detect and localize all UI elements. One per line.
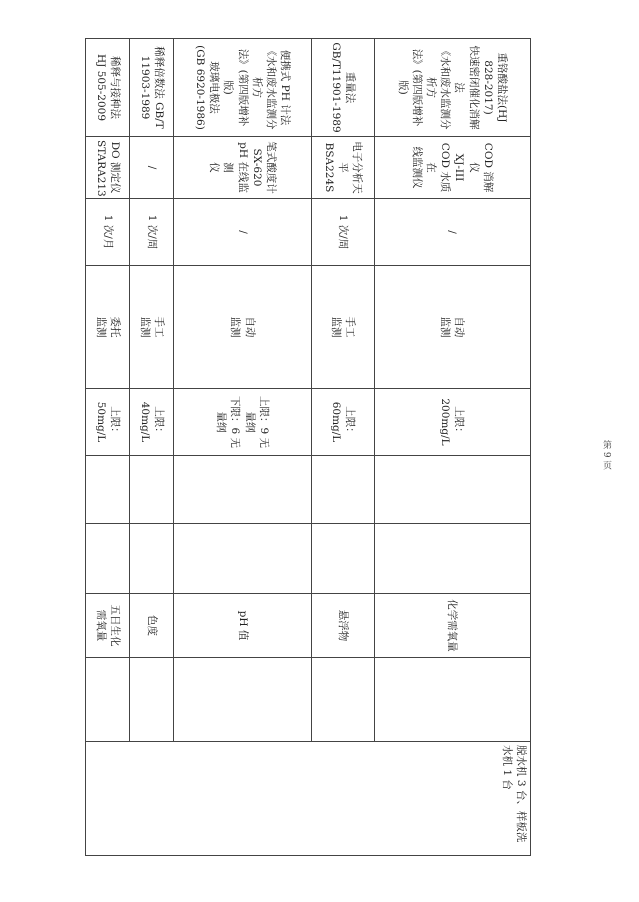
frequency-cell: 1 次/周 (311, 199, 374, 266)
blank-cell (174, 658, 312, 742)
blank-cell (311, 524, 374, 594)
table-row (374, 39, 530, 856)
instrument-cell: COD 消解仪 XJ-III COD 水质在 线监测仪 (374, 137, 530, 199)
method-cell: 重铬酸盐法(HJ 828-2017) 快速密闭催化消解法 《水和废水监测分析方 法》(第四版增补版) (374, 39, 530, 137)
blank-cell (311, 456, 374, 524)
method-cell: 稀释与接种法 HJ 505-2009 (86, 39, 130, 137)
table-row (130, 39, 174, 856)
mode-cell: 手工 监测 (130, 266, 174, 389)
mode-cell: 自动 监测 (174, 266, 312, 389)
limit-cell: 上限： 60mg/L (311, 389, 374, 456)
item-cell: 色度 (130, 594, 174, 658)
limit-cell: 上限： 40mg/L (130, 389, 174, 456)
blank-cell (311, 658, 374, 742)
mode-cell: 手工 监测 (311, 266, 374, 389)
frequency-cell: / (374, 199, 530, 266)
frequency-cell: 1 次/月 (86, 199, 130, 266)
limit-cell: 上限：9 无 量纲 下限：6 无 量纲 (174, 389, 312, 456)
equipment-label: 脱水机 3 台、样板洗水机 1 台 (500, 745, 527, 843)
equipment-cell (86, 742, 531, 856)
frequency-cell: / (174, 199, 312, 266)
mode-cell: 自动 监测 (374, 266, 530, 389)
item-cell: 五日生化 需氧量 (86, 594, 130, 658)
method-cell: 重量法 GB/T11901-1989 (311, 39, 374, 137)
blank-cell (86, 524, 130, 594)
blank-cell (174, 456, 312, 524)
blank-cell (374, 658, 530, 742)
blank-cell (174, 524, 312, 594)
item-cell: 悬浮物 (311, 594, 374, 658)
table-row (86, 39, 130, 856)
instrument-cell: 笔式酸度计 SX-620 pH 在线监测 仪 (174, 137, 312, 199)
page-number: 第 9 页 (601, 440, 611, 470)
blank-cell (86, 658, 130, 742)
item-cell: 化学需氧量 (374, 594, 530, 658)
blank-cell (86, 456, 130, 524)
method-cell: 稀释倍数法 GB/T 11903-1989 (130, 39, 174, 137)
blank-cell (130, 524, 174, 594)
rotated-table-frame (85, 38, 531, 855)
item-cell: pH 值 (174, 594, 312, 658)
table-row (174, 39, 312, 856)
instrument-cell: DO 测定仪 STARA213 (86, 137, 130, 199)
blank-cell (374, 524, 530, 594)
mode-cell: 委托 监测 (86, 266, 130, 389)
instrument-cell: / (130, 137, 174, 199)
table-row (311, 39, 374, 856)
frequency-cell: 1 次/周 (130, 199, 174, 266)
limit-cell: 上限： 200mg/L (374, 389, 530, 456)
blank-cell (130, 456, 174, 524)
blank-cell (130, 658, 174, 742)
blank-cell (374, 456, 530, 524)
method-cell: 便携式 PH 计法 《水和废水监测分析方 法》(第四版增补版) 玻璃电极法 (GB 6920-1986) (174, 39, 312, 137)
instrument-cell: 电子分析天 平 BSA224S (311, 137, 374, 199)
limit-cell: 上限： 50mg/L (86, 389, 130, 456)
monitoring-table (85, 38, 531, 856)
